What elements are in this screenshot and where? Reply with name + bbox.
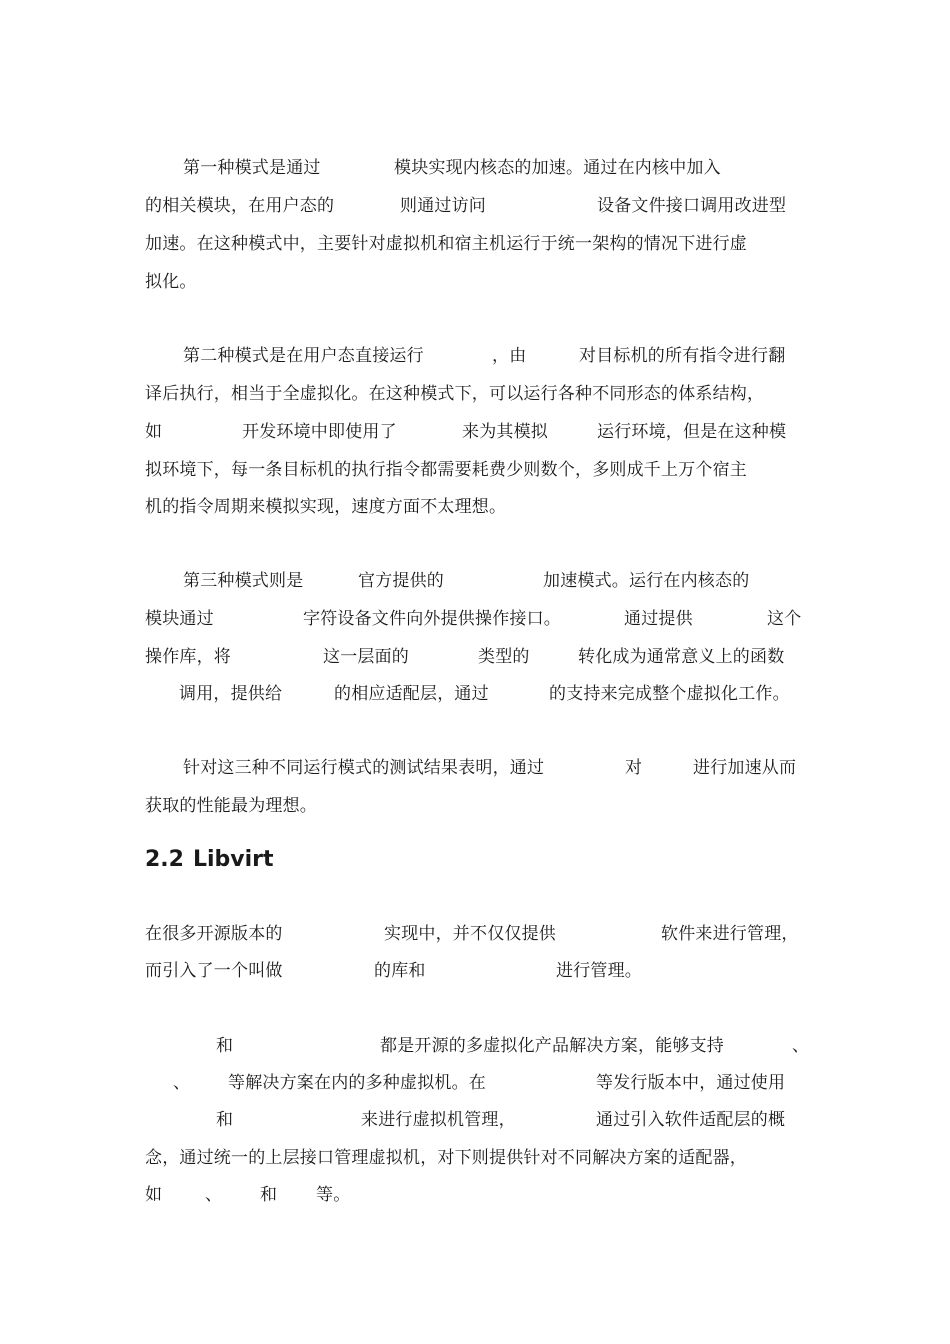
text-run: 设备文件接口调用改进型 — [597, 196, 787, 216]
text-run: 和 — [216, 1036, 234, 1056]
text-run: 第二种模式是在用户态直接运行 — [183, 346, 424, 366]
text-run: 模块通过 — [145, 609, 214, 629]
text-run: 如 — [145, 1185, 163, 1205]
text-run: 和 — [216, 1110, 234, 1130]
text-run: 模块实现内核态的加速。通过在内核中加入 — [394, 158, 721, 178]
text-run: 、 — [792, 1036, 810, 1056]
text-run: 转化成为通常意义上的函数 — [578, 647, 785, 667]
text-run: 拟化。 — [145, 272, 197, 292]
text-run: 来为其模拟 — [462, 422, 548, 442]
text-run: 如 — [145, 422, 163, 442]
text-run: 和 — [260, 1185, 278, 1205]
text-run: 来进行虚拟机管理， — [361, 1110, 516, 1130]
text-run: 进行加速从而 — [693, 758, 797, 778]
text-run: 而引入了一个叫做 — [145, 961, 283, 981]
text-run: 加速。在这种模式中，主要针对虚拟机和宿主机运行于统一架构的情况下进行虚 — [145, 234, 747, 254]
text-run: 、 — [173, 1073, 191, 1093]
text-run: 通过引入软件适配层的概 — [596, 1110, 786, 1130]
text-run: 机的指令周期来模拟实现，速度方面不太理想。 — [145, 497, 507, 517]
section-number: 2.2 — [145, 847, 184, 872]
text-run: 官方提供的 — [358, 571, 444, 591]
text-run: 类型的 — [478, 647, 530, 667]
text-run: 加速模式。运行在内核态的 — [543, 571, 750, 591]
text-run: 软件来进行管理， — [661, 924, 799, 944]
text-run: 拟环境下，每一条目标机的执行指令都需要耗费少则数个，多则成千上万个宿主 — [145, 460, 747, 480]
text-run: 操作库，将 — [145, 647, 231, 667]
text-run: 开发环境中即使用了 — [242, 422, 397, 442]
text-run: 通过提供 — [624, 609, 693, 629]
text-run: 的相应适配层，通过 — [334, 684, 489, 704]
text-run: 字符设备文件向外提供操作接口。 — [303, 609, 561, 629]
text-run: 对 — [625, 758, 643, 778]
text-run: 针对这三种不同运行模式的测试结果表明，通过 — [183, 758, 545, 778]
text-run: 在很多开源版本的 — [145, 924, 283, 944]
text-run: 念，通过统一的上层接口管理虚拟机，对下则提供针对不同解决方案的适配器， — [145, 1148, 747, 1168]
text-run: 实现中，并不仅仅提供 — [384, 924, 556, 944]
text-run: 对目标机的所有指令进行翻 — [579, 346, 786, 366]
section-heading — [145, 846, 274, 874]
text-run: 都是开源的多虚拟化产品解决方案，能够支持 — [380, 1036, 724, 1056]
text-run: 、 — [205, 1185, 223, 1205]
text-run: 这一层面的 — [323, 647, 409, 667]
text-run: 的相关模块，在用户态的 — [145, 196, 335, 216]
text-run: 运行环境，但是在这种模 — [597, 422, 787, 442]
text-run: 的支持来完成整个虚拟化工作。 — [549, 684, 790, 704]
text-run: 进行管理。 — [556, 961, 642, 981]
text-run: 的库和 — [374, 961, 426, 981]
text-run: 等发行版本中，通过使用 — [596, 1073, 786, 1093]
text-run: ，由 — [492, 346, 527, 366]
text-run: 这个 — [767, 609, 802, 629]
text-run: 译后执行，相当于全虚拟化。在这种模式下，可以运行各种不同形态的体系结构， — [145, 384, 765, 404]
text-run: 则通过访问 — [400, 196, 486, 216]
text-run: 第一种模式是通过 — [183, 158, 321, 178]
text-run: 获取的性能最为理想。 — [145, 796, 317, 816]
text-run: 等。 — [316, 1185, 351, 1205]
section-title: Libvirt — [192, 847, 274, 872]
text-run: 第三种模式则是 — [183, 571, 304, 591]
text-run: 等解决方案在内的多种虚拟机。在 — [228, 1073, 486, 1093]
text-run: 调用，提供给 — [179, 684, 283, 704]
